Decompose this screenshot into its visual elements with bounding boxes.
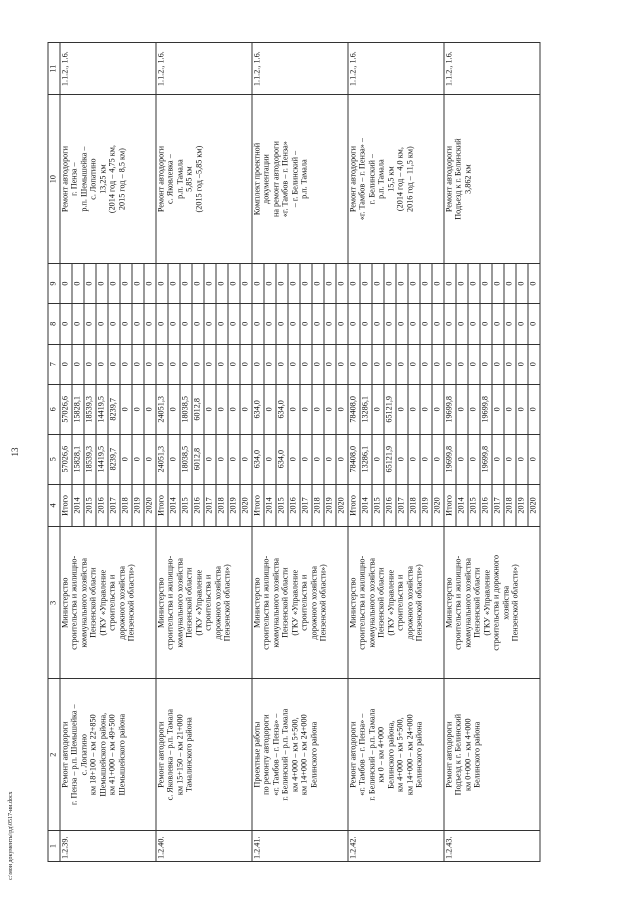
value-cell: 0 <box>384 344 396 384</box>
page-number: 13 <box>10 447 20 457</box>
value-cell: 0 <box>432 344 444 384</box>
table-row <box>156 43 168 862</box>
value-cell: 0 <box>456 384 468 434</box>
value-cell: 0 <box>468 304 480 344</box>
value-cell: 0 <box>372 263 384 303</box>
col-num-11: 11 <box>48 43 60 95</box>
linked-indicators: 1.1.2., 1.6. <box>444 43 540 95</box>
value-cell: 0 <box>444 304 456 344</box>
value-cell: 15828,1 <box>72 384 84 434</box>
value-cell: 0 <box>360 263 372 303</box>
value-cell: 0 <box>216 263 228 303</box>
item-name: Ремонт автодороги «г. Тамбов – г. Пенза» – г. Белинский – р.п. Тамала км 0 – км 4+000 Белинского района, км 4+000 – км 5+500, км 14+000 – км 24+000 Белинского района <box>348 679 444 831</box>
value-cell: 0 <box>144 434 156 484</box>
value-cell: 0 <box>84 304 96 344</box>
table-row <box>348 43 360 862</box>
value-cell: 6012,8 <box>192 434 204 484</box>
value-cell: 0 <box>324 263 336 303</box>
value-cell: 0 <box>132 304 144 344</box>
value-cell: 634,0 <box>276 434 288 484</box>
value-cell: 0 <box>408 304 420 344</box>
value-cell: 0 <box>504 384 516 434</box>
expected-result: Ремонт автодороги «г. Тамбов – г. Пенза» – г. Белинский – р.п. Тамала 15,5 км (2014 год – 4,0 км, 2016 год – 11,5 км) <box>348 95 444 264</box>
value-cell: 0 <box>480 344 492 384</box>
value-cell: 0 <box>96 344 108 384</box>
value-cell: 13286,1 <box>360 434 372 484</box>
value-cell: 2020 <box>144 484 156 527</box>
value-cell: 57026,6 <box>60 384 72 434</box>
value-cell: 0 <box>468 434 480 484</box>
value-cell: 0 <box>144 384 156 434</box>
value-cell: 0 <box>408 344 420 384</box>
value-cell: 2016 <box>288 484 300 527</box>
value-cell: 0 <box>288 263 300 303</box>
value-cell: Итого <box>252 484 264 527</box>
value-cell: 0 <box>96 304 108 344</box>
item-name: Ремонт автодороги г. Пенза – р.п. Шемышейка – с. Лопатино км 18+100 – км 22+850 Шемышейского района, км 41+000 – км 49+500 Шемышейского района <box>60 679 156 831</box>
value-cell: 0 <box>504 344 516 384</box>
value-cell: 18539,3 <box>84 434 96 484</box>
value-cell: 0 <box>180 263 192 303</box>
value-cell: 0 <box>264 434 276 484</box>
expected-result: Ремонт автодороги г. Пенза – р.п. Шемышейка – с. Лопатино 13,25 км (2014 год – 4,75 км, 2015 год – 8,5 км) <box>60 95 156 264</box>
value-cell: 2014 <box>456 484 468 527</box>
value-cell: 0 <box>504 263 516 303</box>
value-cell: 2019 <box>420 484 432 527</box>
value-cell: 2014 <box>72 484 84 527</box>
value-cell: 0 <box>348 304 360 344</box>
responsible-org: Министерство строительства и жилищно- коммунального хозяйства Пензенской области (ГКУ «Управление строительства и дорожного хозяйства Пензенской области») <box>60 527 156 679</box>
value-cell: 0 <box>120 384 132 434</box>
value-cell: 8239,7 <box>108 384 120 434</box>
value-cell: 0 <box>384 304 396 344</box>
value-cell: 0 <box>204 434 216 484</box>
value-cell: 0 <box>420 434 432 484</box>
value-cell: 2016 <box>384 484 396 527</box>
value-cell: 0 <box>108 263 120 303</box>
value-cell: 0 <box>324 344 336 384</box>
value-cell: Итого <box>156 484 168 527</box>
value-cell: 0 <box>432 304 444 344</box>
value-cell: 2016 <box>192 484 204 527</box>
col-num-9: 9 <box>48 263 60 303</box>
value-cell: 0 <box>264 384 276 434</box>
item-number: 1.2.42. <box>348 831 444 862</box>
item-name: Ремонт автодороги с. Яковлевка – р.п. Тамала км 15+150 – км 21+000 Тамалинского района <box>156 679 252 831</box>
value-cell: 0 <box>300 434 312 484</box>
value-cell: 2019 <box>324 484 336 527</box>
value-cell: 18539,3 <box>84 384 96 434</box>
value-cell: 0 <box>180 304 192 344</box>
value-cell: 0 <box>120 304 132 344</box>
value-cell: 0 <box>336 344 348 384</box>
value-cell: 0 <box>360 304 372 344</box>
value-cell: 13286,1 <box>360 384 372 434</box>
value-cell: 0 <box>156 304 168 344</box>
value-cell: 24051,3 <box>156 434 168 484</box>
value-cell: 14419,5 <box>96 434 108 484</box>
value-cell: 2018 <box>120 484 132 527</box>
value-cell: 0 <box>360 344 372 384</box>
value-cell: 0 <box>528 263 540 303</box>
value-cell: 0 <box>192 344 204 384</box>
value-cell: 2020 <box>336 484 348 527</box>
expected-result: Ремонт автодороги с. Яковлевка – р.п. Тамала 5,85 км (2015 год –5,85 км) <box>156 95 252 264</box>
value-cell: 0 <box>240 434 252 484</box>
value-cell: 0 <box>516 344 528 384</box>
value-cell: 0 <box>312 384 324 434</box>
value-cell: 14419,5 <box>96 384 108 434</box>
value-cell: 0 <box>72 304 84 344</box>
col-num-5: 5 <box>48 434 60 484</box>
value-cell: 0 <box>312 304 324 344</box>
value-cell: 78408,0 <box>348 434 360 484</box>
item-number: 1.2.43. <box>444 831 540 862</box>
value-cell: 0 <box>444 344 456 384</box>
value-cell: 0 <box>336 434 348 484</box>
value-cell: 0 <box>444 263 456 303</box>
value-cell: 0 <box>240 304 252 344</box>
value-cell: 2016 <box>480 484 492 527</box>
column-number-row <box>48 43 60 862</box>
responsible-org: Министерство строительства и жилищно- коммунального хозяйства Пензенской области (ГКУ «Управление строительства и дорожного хозяйства Пензенской области») <box>444 527 540 679</box>
value-cell: 0 <box>432 434 444 484</box>
value-cell: 0 <box>528 384 540 434</box>
value-cell: 0 <box>84 344 96 384</box>
value-cell: 0 <box>480 263 492 303</box>
value-cell: 0 <box>204 304 216 344</box>
value-cell: 0 <box>240 344 252 384</box>
value-cell: 0 <box>192 263 204 303</box>
value-cell: 0 <box>384 263 396 303</box>
value-cell: 2018 <box>504 484 516 527</box>
value-cell: 0 <box>216 304 228 344</box>
value-cell: 0 <box>228 384 240 434</box>
value-cell: 0 <box>96 263 108 303</box>
value-cell: 2017 <box>492 484 504 527</box>
value-cell: 0 <box>216 384 228 434</box>
value-cell: 0 <box>168 263 180 303</box>
value-cell: 0 <box>468 263 480 303</box>
value-cell: 0 <box>468 344 480 384</box>
value-cell: 0 <box>276 304 288 344</box>
value-cell: 0 <box>516 263 528 303</box>
value-cell: 0 <box>396 344 408 384</box>
value-cell: 0 <box>516 304 528 344</box>
value-cell: 0 <box>120 344 132 384</box>
value-cell: 0 <box>204 344 216 384</box>
value-cell: 0 <box>324 384 336 434</box>
value-cell: 0 <box>168 304 180 344</box>
linked-indicators: 1.1.2., 1.6. <box>60 43 156 95</box>
value-cell: 0 <box>312 344 324 384</box>
value-cell: 0 <box>288 344 300 384</box>
value-cell: 0 <box>348 344 360 384</box>
value-cell: 0 <box>132 344 144 384</box>
table-row <box>444 43 456 862</box>
value-cell: 0 <box>336 384 348 434</box>
value-cell: 0 <box>324 304 336 344</box>
col-num-4: 4 <box>48 484 60 527</box>
value-cell: 0 <box>252 263 264 303</box>
value-cell: 2018 <box>408 484 420 527</box>
value-cell: 0 <box>72 263 84 303</box>
value-cell: 0 <box>312 263 324 303</box>
value-cell: 0 <box>492 304 504 344</box>
expected-result: Комплект проектной документации на ремонт автодороги «г. Тамбов – г. Пенза» – г. Белинский – р.п. Тамала <box>252 95 348 264</box>
table-row <box>252 43 264 862</box>
value-cell: 0 <box>276 263 288 303</box>
value-cell: 0 <box>372 434 384 484</box>
value-cell: 0 <box>108 304 120 344</box>
value-cell: 0 <box>504 434 516 484</box>
value-cell: 0 <box>312 434 324 484</box>
item-number: 1.2.39. <box>60 831 156 862</box>
value-cell: 0 <box>492 263 504 303</box>
value-cell: 0 <box>504 304 516 344</box>
value-cell: 57026,6 <box>60 434 72 484</box>
value-cell: 0 <box>396 384 408 434</box>
value-cell: 0 <box>132 263 144 303</box>
value-cell: 0 <box>420 344 432 384</box>
value-cell: 2017 <box>396 484 408 527</box>
value-cell: 0 <box>240 263 252 303</box>
value-cell: 0 <box>204 384 216 434</box>
value-cell: 0 <box>336 263 348 303</box>
value-cell: 0 <box>156 263 168 303</box>
value-cell: 0 <box>264 344 276 384</box>
item-number: 1.2.40. <box>156 831 252 862</box>
value-cell: 0 <box>324 434 336 484</box>
value-cell: 2020 <box>528 484 540 527</box>
value-cell: 0 <box>468 384 480 434</box>
col-num-8: 8 <box>48 304 60 344</box>
linked-indicators: 1.1.2., 1.6. <box>156 43 252 95</box>
value-cell: 0 <box>144 263 156 303</box>
value-cell: 634,0 <box>276 384 288 434</box>
value-cell: 0 <box>300 263 312 303</box>
value-cell: Итого <box>444 484 456 527</box>
value-cell: 2020 <box>432 484 444 527</box>
value-cell: 8239,7 <box>108 434 120 484</box>
value-cell: 19699,8 <box>480 434 492 484</box>
value-cell: 0 <box>408 434 420 484</box>
value-cell: 0 <box>372 304 384 344</box>
value-cell: 2014 <box>264 484 276 527</box>
value-cell: 0 <box>396 434 408 484</box>
value-cell: 0 <box>408 263 420 303</box>
value-cell: 0 <box>156 344 168 384</box>
item-name: Проектные работы по ремонту автодороги «г. Тамбов – г. Пенза» – г. Белинский – р.п. Тамала км 4+000 – км 5+500, км 14+000 – км 24+000 Белинского района <box>252 679 348 831</box>
value-cell: 0 <box>132 384 144 434</box>
value-cell: 2020 <box>240 484 252 527</box>
value-cell: 0 <box>408 384 420 434</box>
value-cell: 2018 <box>312 484 324 527</box>
value-cell: 0 <box>132 434 144 484</box>
value-cell: 0 <box>120 434 132 484</box>
value-cell: 0 <box>144 304 156 344</box>
responsible-org: Министерство строительства и жилищно- коммунального хозяйства Пензенской области (ГКУ «Управление строительства и дорожного хозяйства Пензенской области») <box>252 527 348 679</box>
value-cell: 19699,8 <box>480 384 492 434</box>
value-cell: 0 <box>528 304 540 344</box>
value-cell: 0 <box>456 304 468 344</box>
value-cell: 0 <box>396 304 408 344</box>
value-cell: 2019 <box>516 484 528 527</box>
value-cell: 634,0 <box>252 384 264 434</box>
expected-result: Ремонт автодороги Подъезд к г. Белинский 3,862 км <box>444 95 540 264</box>
value-cell: 0 <box>288 434 300 484</box>
value-cell: 0 <box>492 434 504 484</box>
value-cell: 0 <box>180 344 192 384</box>
value-cell: 0 <box>456 263 468 303</box>
value-cell: 2014 <box>168 484 180 527</box>
value-cell: 0 <box>420 384 432 434</box>
value-cell: 2015 <box>468 484 480 527</box>
value-cell: 0 <box>252 304 264 344</box>
value-cell: 6012,8 <box>192 384 204 434</box>
program-table <box>48 42 541 862</box>
value-cell: Итого <box>348 484 360 527</box>
value-cell: 0 <box>192 304 204 344</box>
value-cell: 0 <box>216 434 228 484</box>
value-cell: 0 <box>528 344 540 384</box>
value-cell: 0 <box>420 263 432 303</box>
value-cell: 2017 <box>300 484 312 527</box>
value-cell: 2017 <box>108 484 120 527</box>
item-number: 1.2.41. <box>252 831 348 862</box>
linked-indicators: 1.1.2., 1.6. <box>348 43 444 95</box>
value-cell: 0 <box>264 304 276 344</box>
col-num-1: 1 <box>48 831 60 862</box>
value-cell: 0 <box>300 344 312 384</box>
value-cell: 0 <box>108 344 120 384</box>
value-cell: 0 <box>168 384 180 434</box>
value-cell: 2015 <box>372 484 384 527</box>
col-num-2: 2 <box>48 679 60 831</box>
value-cell: 0 <box>300 384 312 434</box>
value-cell: 0 <box>456 434 468 484</box>
value-cell: 0 <box>480 304 492 344</box>
col-num-10: 10 <box>48 95 60 264</box>
value-cell: 19699,8 <box>444 384 456 434</box>
value-cell: 0 <box>528 434 540 484</box>
value-cell: 0 <box>252 344 264 384</box>
value-cell: 0 <box>84 263 96 303</box>
table-row <box>60 43 72 862</box>
value-cell: 0 <box>432 384 444 434</box>
value-cell: 0 <box>372 384 384 434</box>
value-cell: 2014 <box>360 484 372 527</box>
value-cell: 24051,3 <box>156 384 168 434</box>
value-cell: 2015 <box>276 484 288 527</box>
value-cell: 0 <box>168 344 180 384</box>
value-cell: 78408,0 <box>348 384 360 434</box>
value-cell: 0 <box>288 384 300 434</box>
value-cell: 65121,9 <box>384 434 396 484</box>
value-cell: 0 <box>276 344 288 384</box>
value-cell: 0 <box>420 304 432 344</box>
value-cell: 0 <box>168 434 180 484</box>
value-cell: 0 <box>492 384 504 434</box>
value-cell: 0 <box>120 263 132 303</box>
value-cell: 2017 <box>204 484 216 527</box>
table-body <box>60 43 540 862</box>
value-cell: 2018 <box>216 484 228 527</box>
value-cell: 2015 <box>180 484 192 527</box>
value-cell: 2019 <box>132 484 144 527</box>
value-cell: 0 <box>396 263 408 303</box>
value-cell: 0 <box>240 384 252 434</box>
col-num-6: 6 <box>48 384 60 434</box>
item-name: Ремонт автодороги Подъезд к г. Белинский км 0+000 – км 4+000 Белинского района <box>444 679 540 831</box>
value-cell: 0 <box>60 304 72 344</box>
value-cell: 0 <box>432 263 444 303</box>
value-cell: 2019 <box>228 484 240 527</box>
value-cell: 18038,5 <box>180 434 192 484</box>
value-cell: 0 <box>60 344 72 384</box>
rotated-table-container <box>48 42 593 862</box>
value-cell: 2016 <box>96 484 108 527</box>
value-cell: 0 <box>72 344 84 384</box>
value-cell: Итого <box>60 484 72 527</box>
value-cell: 0 <box>228 434 240 484</box>
linked-indicators: 1.1.2., 1.6. <box>252 43 348 95</box>
value-cell: 18038,5 <box>180 384 192 434</box>
value-cell: 0 <box>144 344 156 384</box>
value-cell: 0 <box>516 434 528 484</box>
col-num-7: 7 <box>48 344 60 384</box>
value-cell: 0 <box>492 344 504 384</box>
value-cell: 15828,1 <box>72 434 84 484</box>
value-cell: 0 <box>288 304 300 344</box>
value-cell: 0 <box>372 344 384 384</box>
value-cell: 0 <box>228 263 240 303</box>
col-num-3: 3 <box>48 527 60 679</box>
value-cell: 65121,9 <box>384 384 396 434</box>
value-cell: 0 <box>264 263 276 303</box>
value-cell: 0 <box>336 304 348 344</box>
value-cell: 0 <box>516 384 528 434</box>
value-cell: 0 <box>204 263 216 303</box>
footer-file-path: c:\мои документы\рд\0517-ии.docx <box>8 791 14 880</box>
value-cell: 0 <box>228 344 240 384</box>
value-cell: 0 <box>216 344 228 384</box>
responsible-org: Министерство строительства и жилищно- коммунального хозяйства Пензенской области (ГКУ «Управление строительства и дорожного хозяйства Пензенской области») <box>156 527 252 679</box>
value-cell: 19699,8 <box>444 434 456 484</box>
value-cell: 634,0 <box>252 434 264 484</box>
value-cell: 0 <box>228 304 240 344</box>
value-cell: 0 <box>456 344 468 384</box>
value-cell: 0 <box>60 263 72 303</box>
responsible-org: Министерство строительства и жилищно- коммунального хозяйства Пензенской области (ГКУ «Управление строительства и дорожного хозяйства Пензенской области») <box>348 527 444 679</box>
value-cell: 0 <box>348 263 360 303</box>
value-cell: 2015 <box>84 484 96 527</box>
value-cell: 0 <box>300 304 312 344</box>
